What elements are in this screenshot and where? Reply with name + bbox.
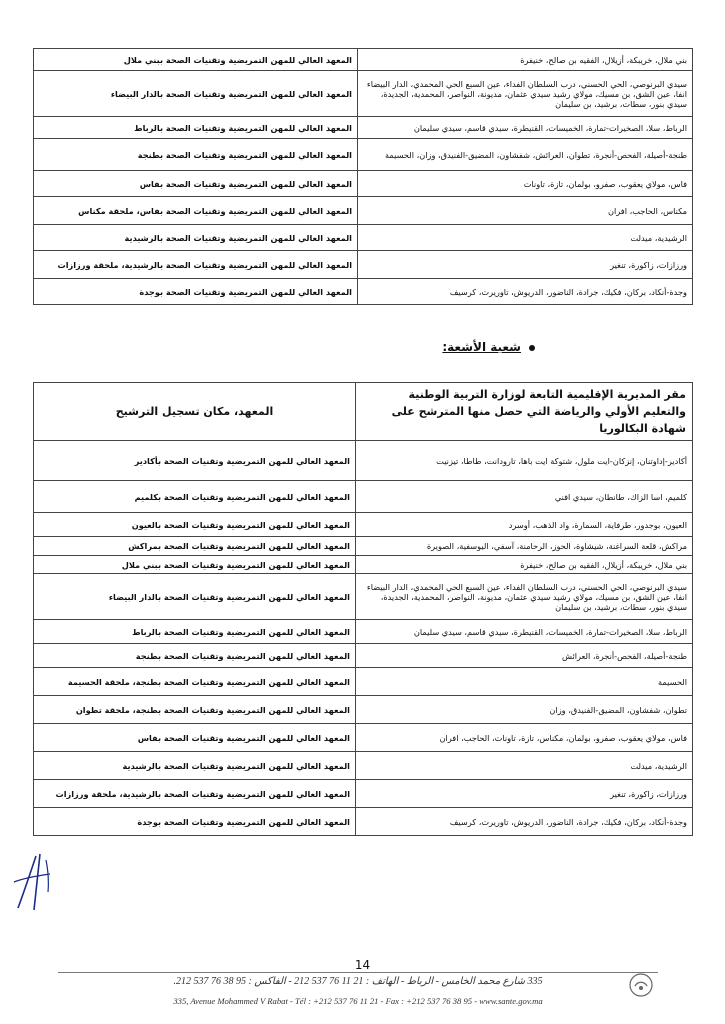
- table-row: [34, 752, 693, 780]
- table-row: [34, 117, 693, 139]
- directions-cell: تطوان، شفشاون، المضيق-الفنيدق، وزان: [356, 696, 693, 724]
- institute-cell: [34, 752, 356, 780]
- institute-city: بالرباط: [134, 122, 164, 133]
- institute-cell: [34, 225, 358, 251]
- institute-cell: [34, 780, 356, 808]
- table-1: [33, 48, 693, 305]
- table-header-row: [34, 383, 693, 441]
- table-row: [34, 556, 693, 574]
- institute-cell: [34, 513, 356, 537]
- institute-name: المعهد العالي للمهن التمريضية وتقنيات الصحة: [165, 286, 352, 297]
- institute-cell: [34, 49, 358, 71]
- institute-name: المعهد العالي للمهن التمريضية وتقنيات الصحة: [163, 559, 350, 570]
- institute-cell: [34, 117, 358, 139]
- table-row: [34, 197, 693, 225]
- institute-city: بطنجة: [135, 650, 162, 661]
- institute-cell: [34, 808, 356, 836]
- institute-cell: [34, 696, 356, 724]
- institute-city: ملحقة الحسيمة: [67, 676, 130, 687]
- institute-cell: [34, 441, 356, 481]
- institute-name: المعهد العالي للمهن التمريضية وتقنيات الصحة: [163, 760, 350, 771]
- institute-city: بمراكش: [128, 541, 162, 551]
- institute-cell: [34, 197, 358, 225]
- table-row: [34, 441, 693, 481]
- institute-cell: [34, 574, 356, 620]
- ministry-logo-icon: [628, 972, 654, 998]
- header-directions: مقر المديرية الإقليمية التابعة لوزارة التربية الوطنية والتعليم الأولي والرياضة التي حصل منها المترشح على شهادة البكالوريا: [356, 383, 693, 441]
- institute-city: ملحقة ورزازات: [57, 259, 119, 270]
- directions-cell: الرباط، سلا، الصخيرات-تمارة، الخميسات، القنيطرة، سيدي قاسم، سيدي سليمان: [356, 620, 693, 644]
- table-row: [34, 808, 693, 836]
- institute-cell: [34, 279, 358, 305]
- institute-city: ملحقة مكناس: [78, 205, 134, 216]
- header-institute: المعهد، مكان تسجيل الترشيح: [34, 383, 356, 441]
- table-row: [34, 668, 693, 696]
- institute-name: المعهد العالي للمهن التمريضية وتقنيات الصحة: [163, 626, 350, 637]
- directions-cell: ورزازات، زاكورة، تنغير: [358, 251, 693, 279]
- institute-cell: [34, 644, 356, 668]
- institute-name: المعهد العالي للمهن التمريضية وتقنيات الصحة: [165, 178, 352, 189]
- institute-name: المعهد العالي للمهن التمريضية وتقنيات الصحة: [163, 650, 350, 661]
- table-2: [33, 382, 693, 836]
- footer-arabic: 335 شارع محمد الخامس - الرباط - الهاتف : 21 11 76 537 212 - الفاكس : 95 38 76 537 212.: [173, 976, 543, 987]
- institute-name: المعهد العالي للمهن التمريضية وتقنيات الصحة: [163, 732, 350, 743]
- page-number: 14: [354, 958, 371, 972]
- institute-city: ببني ملال: [121, 559, 162, 570]
- bullet-icon: [529, 345, 535, 351]
- table-row: [34, 139, 693, 171]
- institute-city: بالرشيدية: [122, 760, 162, 771]
- institute-city: بفاس: [139, 178, 164, 189]
- directions-cell: طنجة-أصيلة، الفحص-أنجرة، تطوان، العرائش، شفشاون، المضيق-الفنيدق، وزان، الحسيمة: [358, 139, 693, 171]
- table-row: [34, 225, 693, 251]
- directions-cell: بني ملال، خريبكة، أزيلال، الفقيه بن صالح، خنيفرة: [358, 49, 693, 71]
- table-row: [34, 279, 693, 305]
- directions-cell: بني ملال، خريبكة، أزيلال، الفقيه بن صالح، خنيفرة: [356, 556, 693, 574]
- table-row: [34, 644, 693, 668]
- institute-cell: [34, 251, 358, 279]
- institute-cell: [34, 556, 356, 574]
- directions-cell: الرباط، سلا، الصخيرات-تمارة، الخميسات، القنيطرة، سيدي قاسم، سيدي سليمان: [358, 117, 693, 139]
- directions-cell: فاس، مولاي يعقوب، صفرو، بولمان، مكناس، تازة، تاونات، الحاجب، افران: [356, 724, 693, 752]
- footer: [58, 972, 658, 1006]
- directions-cell: ورزازات، زاكورة، تنغير: [356, 780, 693, 808]
- institute-name: المعهد العالي للمهن التمريضية وتقنيات الصحة: [165, 149, 352, 160]
- table-row: [34, 724, 693, 752]
- directions-cell: الرشيدية، ميدلت: [358, 225, 693, 251]
- footer-french: 335, Avenue Mohammed V Rabat - Tél : +212 537 76 11 21 - Fax : +212 537 76 38 95 - www.sante.gov.ma: [173, 996, 543, 1006]
- institute-cell: [34, 620, 356, 644]
- table-row: [34, 71, 693, 117]
- section-heading: [442, 340, 535, 354]
- institute-cell: [34, 481, 356, 513]
- directions-cell: طنجة-أصيلة، الفحص-أنجرة، العرائش: [356, 644, 693, 668]
- table-row: [34, 537, 693, 556]
- directions-cell: الرشيدية، ميدلت: [356, 752, 693, 780]
- institute-city: بوجدة: [139, 286, 164, 297]
- institute-cell: [34, 139, 358, 171]
- institute-city: بطنجة: [137, 149, 164, 160]
- table-row: [34, 574, 693, 620]
- institute-cell: [34, 537, 356, 556]
- institute-city: بوجدة: [137, 816, 162, 827]
- directions-cell: أكادير-إداوتنان، إنزكان-ايت ملول، شتوكة ايت باها، تارودانت، طاطا، تيزنيت: [356, 441, 693, 481]
- institute-cell: [34, 171, 358, 197]
- directions-cell: سيدي البرنوصي، الحي الحسني، درب السلطان الفداء، عين السبع الحي المحمدي، الدار البيضاء انفا، عين الشق، بن مسيك، مولاي رشيد سيدي عثمان، مديونة، النواصر، المحمدية، الجديدة، سيدي بنور، سطات، برشيد، بن سليمان: [356, 574, 693, 620]
- institute-name: المعهد العالي للمهن التمريضية وتقنيات الصحة: [165, 122, 352, 133]
- directions-cell: وجدة-أنكاد، بركان، فكيك، جرادة، الناضور، الدريوش، تاوريرت، كرسيف: [356, 808, 693, 836]
- institute-city: ببني ملال: [123, 54, 164, 65]
- institute-name: المعهد العالي للمهن التمريضية وتقنيات الصحة: [165, 88, 352, 99]
- directions-cell: وجدة-أنكاد، بركان، فكيك، جرادة، الناضور، الدريوش، تاوريرت، كرسيف: [358, 279, 693, 305]
- institute-city: بفاس: [137, 732, 162, 743]
- directions-cell: العيون، بوجدور، طرفاية، السمارة، واد الذهب، أوسرد: [356, 513, 693, 537]
- table-row: [34, 251, 693, 279]
- table-row: [34, 481, 693, 513]
- institute-name: المعهد العالي للمهن التمريضية وتقنيات الصحة بطنجة،: [132, 676, 350, 687]
- institute-name: المعهد العالي للمهن التمريضية وتقنيات الصحة: [165, 54, 352, 65]
- directions-cell: مراكش، قلعة السراغنة، شيشاوة، الحوز، الرحامنة، آسفي، اليوسفية، الصويرة: [356, 537, 693, 556]
- institute-city: بكلميم: [134, 491, 162, 502]
- institute-name: المعهد العالي للمهن التمريضية وتقنيات الصحة: [165, 232, 352, 243]
- directions-cell: فاس، مولاي يعقوب، صفرو، بولمان، تازة، تاونات: [358, 171, 693, 197]
- institute-name: المعهد العالي للمهن التمريضية وتقنيات الصحة بطنجة،: [132, 704, 350, 715]
- institute-name: المعهد العالي للمهن التمريضية وتقنيات الصحة: [163, 591, 350, 602]
- signature-icon: [10, 852, 58, 912]
- section-title: شعبة الأشعة:: [442, 340, 521, 354]
- institute-name: المعهد العالي للمهن التمريضية وتقنيات الصحة بالرشيدية،: [119, 788, 350, 799]
- directions-cell: كلميم، اسا الزاك، طانطان، سيدي افني: [356, 481, 693, 513]
- table-row: [34, 49, 693, 71]
- institute-cell: [34, 724, 356, 752]
- institute-name: المعهد العالي للمهن التمريضية وتقنيات الصحة: [163, 455, 350, 466]
- institute-name: المعهد العالي للمهن التمريضية وتقنيات الصحة: [163, 519, 350, 530]
- directions-cell: الحسيمة: [356, 668, 693, 696]
- institute-city: بأكادير: [134, 455, 162, 466]
- institute-name: المعهد العالي للمهن التمريضية وتقنيات الصحة: [163, 816, 350, 827]
- table-row: [34, 171, 693, 197]
- table-row: [34, 620, 693, 644]
- institute-city: بالرباط: [132, 626, 162, 637]
- directions-cell: سيدي البرنوصي، الحي الحسني، درب السلطان الفداء، عين السبع الحي المحمدي، الدار البيضاء انفا، عين الشق، بن مسيك، مولاي رشيد سيدي عثمان، مديونة، النواصر، المحمدية، الجديدة، سيدي بنور، سطات، برشيد، بن سليمان: [358, 71, 693, 117]
- directions-cell: مكناس، الحاجب، افران: [358, 197, 693, 225]
- table-row: [34, 696, 693, 724]
- institute-city: بالعيون: [131, 519, 162, 530]
- institute-name: المعهد العالي للمهن التمريضية وتقنيات الصحة بفاس،: [136, 205, 352, 216]
- institute-name: المعهد العالي للمهن التمريضية وتقنيات الصحة: [163, 541, 350, 551]
- institute-cell: [34, 71, 358, 117]
- institute-city: ملحقة ورزازات: [55, 788, 117, 799]
- table-row: [34, 513, 693, 537]
- institute-city: بالرشيدية: [124, 232, 164, 243]
- institute-cell: [34, 668, 356, 696]
- institute-city: بالدار البيضاء: [108, 591, 162, 602]
- institute-name: المعهد العالي للمهن التمريضية وتقنيات الصحة بالرشيدية،: [121, 259, 352, 270]
- institute-city: بالدار البيضاء: [110, 88, 164, 99]
- institute-name: المعهد العالي للمهن التمريضية وتقنيات الصحة: [163, 491, 350, 502]
- table-row: [34, 780, 693, 808]
- institute-city: ملحقة تطوان: [75, 704, 130, 715]
